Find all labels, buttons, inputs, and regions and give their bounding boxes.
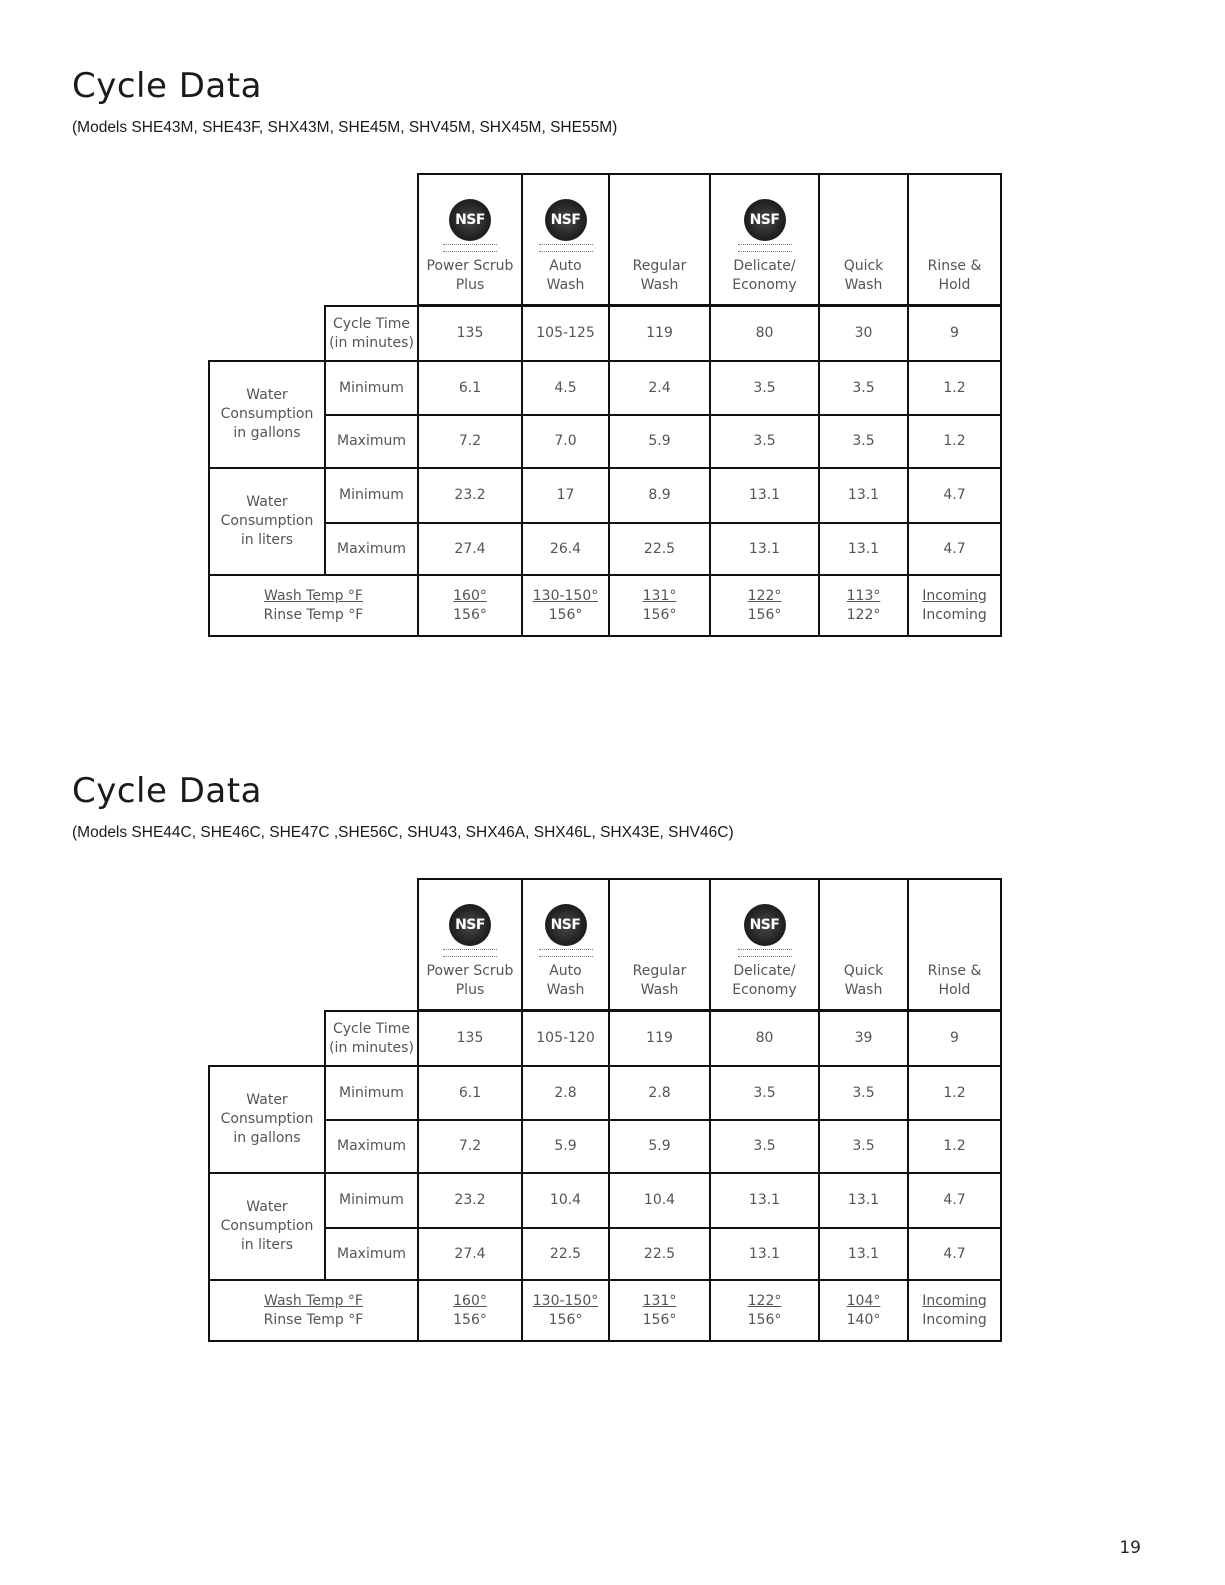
rinse-temp-value: 156°	[747, 606, 782, 623]
rinse-temp-label: Rinse Temp °F	[263, 606, 364, 623]
wash-temp-value: 160°	[453, 587, 487, 604]
table-cell: 4.7	[907, 1227, 1002, 1281]
wash-temp-value: Incoming	[922, 587, 987, 604]
column-label: Rinse & Hold	[927, 258, 982, 294]
row-label-minimum: Minimum	[324, 467, 419, 524]
row-group-liters: Water Consumption in liters	[208, 1172, 326, 1281]
wash-temp-value: 113°	[846, 587, 881, 604]
column-header	[709, 878, 820, 1012]
table-cell: 7.2	[417, 1119, 523, 1174]
table-cell: 3.5	[818, 1119, 909, 1174]
table-cell: 13.1	[709, 467, 820, 524]
column-header	[907, 173, 1002, 307]
table-cell: 3.5	[709, 1119, 820, 1174]
nsf-certified-icon	[443, 904, 497, 957]
row-label-temperature	[208, 574, 419, 637]
table-cell: 22.5	[521, 1227, 610, 1281]
table-cell: 17	[521, 467, 610, 524]
nsf-certified-icon	[738, 904, 792, 957]
cycle-data-table	[208, 878, 1000, 1344]
table-cell: 10.4	[608, 1172, 711, 1229]
rinse-temp-value: 156°	[548, 1311, 583, 1328]
nsf-logo-text: NSF	[455, 916, 485, 933]
nsf-certified-icon	[443, 199, 497, 252]
row-label-minimum: Minimum	[324, 360, 419, 416]
rinse-temp-value: Incoming	[922, 1311, 987, 1328]
rinse-temp-value: 156°	[642, 606, 677, 623]
table-cell: 13.1	[709, 1227, 820, 1281]
table-cell: 9	[907, 305, 1002, 362]
table-cell: 10.4	[521, 1172, 610, 1229]
temperature-cell	[907, 1279, 1002, 1342]
column-label: Power Scrub Plus	[426, 258, 514, 294]
table-cell: 2.4	[608, 360, 711, 416]
table-cell: 3.5	[709, 414, 820, 469]
table-cell: 23.2	[417, 467, 523, 524]
section-title: Cycle Data	[72, 771, 262, 811]
nsf-certified-icon	[539, 199, 593, 252]
column-header	[521, 878, 610, 1012]
wash-temp-label: Wash Temp °F	[264, 1292, 363, 1309]
temperature-cell	[608, 574, 711, 637]
wash-temp-value: 131°	[642, 1292, 677, 1309]
table-cell: 13.1	[818, 522, 909, 576]
table-cell: 80	[709, 1010, 820, 1067]
rinse-temp-value: 156°	[548, 606, 583, 623]
column-header	[521, 173, 610, 307]
row-label-maximum: Maximum	[324, 1227, 419, 1281]
table-cell: 4.5	[521, 360, 610, 416]
wash-temp-value: 131°	[642, 587, 677, 604]
column-header	[608, 878, 711, 1012]
page-number: 19	[1119, 1538, 1141, 1558]
table-cell: 23.2	[417, 1172, 523, 1229]
models-list: (Models SHE43M, SHE43F, SHX43M, SHE45M, SHV45M, SHX45M, SHE55M)	[72, 119, 618, 136]
wash-temp-value: 160°	[453, 1292, 487, 1309]
wash-temp-value: 130-150°	[532, 1292, 599, 1309]
table-cell: 13.1	[818, 1172, 909, 1229]
temperature-cell	[417, 574, 523, 637]
row-label-minimum: Minimum	[324, 1172, 419, 1229]
table-cell: 1.2	[907, 1119, 1002, 1174]
wash-temp-value: 122°	[747, 587, 782, 604]
table-cell: 1.2	[907, 414, 1002, 469]
table-cell: 1.2	[907, 1065, 1002, 1121]
table-cell: 22.5	[608, 522, 711, 576]
table-cell: 27.4	[417, 522, 523, 576]
table-cell: 119	[608, 305, 711, 362]
temperature-cell	[907, 574, 1002, 637]
table-cell: 3.5	[818, 414, 909, 469]
table-cell: 22.5	[608, 1227, 711, 1281]
table-cell: 13.1	[709, 1172, 820, 1229]
column-label: Auto Wash	[546, 258, 585, 294]
cycle-data-table	[208, 173, 1000, 639]
rinse-temp-value: 122°	[846, 606, 881, 623]
table-cell: 2.8	[521, 1065, 610, 1121]
rinse-temp-value: 156°	[642, 1311, 677, 1328]
temperature-cell	[417, 1279, 523, 1342]
column-header	[818, 878, 909, 1012]
column-header	[907, 878, 1002, 1012]
table-cell: 1.2	[907, 360, 1002, 416]
nsf-logo-text: NSF	[749, 211, 780, 228]
row-label-maximum: Maximum	[324, 522, 419, 576]
rinse-temp-value: 140°	[846, 1311, 881, 1328]
table-cell: 135	[417, 1010, 523, 1067]
column-label: Regular Wash	[632, 258, 687, 294]
table-cell: 26.4	[521, 522, 610, 576]
table-cell: 80	[709, 305, 820, 362]
nsf-logo-text: NSF	[550, 916, 581, 933]
column-label: Delicate/ Economy	[732, 258, 797, 294]
table-cell: 7.2	[417, 414, 523, 469]
rinse-temp-value: 156°	[453, 1311, 487, 1328]
row-label-cycle-time: Cycle Time (in minutes)	[324, 1010, 419, 1067]
table-cell: 13.1	[818, 1227, 909, 1281]
models-list: (Models SHE44C, SHE46C, SHE47C ,SHE56C, SHU43, SHX46A, SHX46L, SHX43E, SHV46C)	[72, 824, 734, 841]
table-cell: 105-120	[521, 1010, 610, 1067]
column-header	[417, 173, 523, 307]
column-label: Regular Wash	[632, 963, 687, 999]
temperature-cell	[521, 1279, 610, 1342]
row-group-gallons: Water Consumption in gallons	[208, 360, 326, 469]
nsf-logo-text: NSF	[550, 211, 581, 228]
wash-temp-value: 130-150°	[532, 587, 599, 604]
table-cell: 9	[907, 1010, 1002, 1067]
nsf-certified-icon	[738, 199, 792, 252]
row-group-gallons: Water Consumption in gallons	[208, 1065, 326, 1174]
table-cell: 6.1	[417, 1065, 523, 1121]
table-cell: 3.5	[818, 360, 909, 416]
nsf-logo-text: NSF	[749, 916, 780, 933]
table-cell: 13.1	[709, 522, 820, 576]
table-cell: 6.1	[417, 360, 523, 416]
table-cell: 30	[818, 305, 909, 362]
column-header	[608, 173, 711, 307]
table-cell: 135	[417, 305, 523, 362]
table-cell: 3.5	[709, 1065, 820, 1121]
row-label-temperature	[208, 1279, 419, 1342]
rinse-temp-value: 156°	[747, 1311, 782, 1328]
table-cell: 39	[818, 1010, 909, 1067]
column-label: Quick Wash	[843, 963, 884, 999]
temperature-cell	[521, 574, 610, 637]
table-cell: 8.9	[608, 467, 711, 524]
table-cell: 4.7	[907, 522, 1002, 576]
table-cell: 13.1	[818, 467, 909, 524]
section-title: Cycle Data	[72, 66, 262, 106]
column-label: Quick Wash	[843, 258, 884, 294]
rinse-temp-label: Rinse Temp °F	[263, 1311, 364, 1328]
column-header	[818, 173, 909, 307]
column-label: Power Scrub Plus	[426, 963, 514, 999]
column-label: Delicate/ Economy	[732, 963, 797, 999]
row-group-liters: Water Consumption in liters	[208, 467, 326, 576]
table-cell: 3.5	[709, 360, 820, 416]
table-cell: 7.0	[521, 414, 610, 469]
table-cell: 2.8	[608, 1065, 711, 1121]
table-cell: 27.4	[417, 1227, 523, 1281]
temperature-cell	[709, 574, 820, 637]
wash-temp-value: 104°	[846, 1292, 881, 1309]
nsf-certified-icon	[539, 904, 593, 957]
temperature-cell	[818, 574, 909, 637]
column-header	[417, 878, 523, 1012]
table-cell: 5.9	[608, 1119, 711, 1174]
row-label-minimum: Minimum	[324, 1065, 419, 1121]
table-cell: 119	[608, 1010, 711, 1067]
column-label: Auto Wash	[546, 963, 585, 999]
temperature-cell	[709, 1279, 820, 1342]
table-cell: 4.7	[907, 1172, 1002, 1229]
temperature-cell	[608, 1279, 711, 1342]
wash-temp-label: Wash Temp °F	[264, 587, 363, 604]
row-label-maximum: Maximum	[324, 1119, 419, 1174]
table-cell: 5.9	[521, 1119, 610, 1174]
temperature-cell	[818, 1279, 909, 1342]
rinse-temp-value: 156°	[453, 606, 487, 623]
wash-temp-value: 122°	[747, 1292, 782, 1309]
table-cell: 5.9	[608, 414, 711, 469]
column-header	[709, 173, 820, 307]
row-label-cycle-time: Cycle Time (in minutes)	[324, 305, 419, 362]
row-label-maximum: Maximum	[324, 414, 419, 469]
nsf-logo-text: NSF	[455, 211, 485, 228]
wash-temp-value: Incoming	[922, 1292, 987, 1309]
column-label: Rinse & Hold	[927, 963, 982, 999]
rinse-temp-value: Incoming	[922, 606, 987, 623]
table-cell: 4.7	[907, 467, 1002, 524]
table-cell: 105-125	[521, 305, 610, 362]
table-cell: 3.5	[818, 1065, 909, 1121]
